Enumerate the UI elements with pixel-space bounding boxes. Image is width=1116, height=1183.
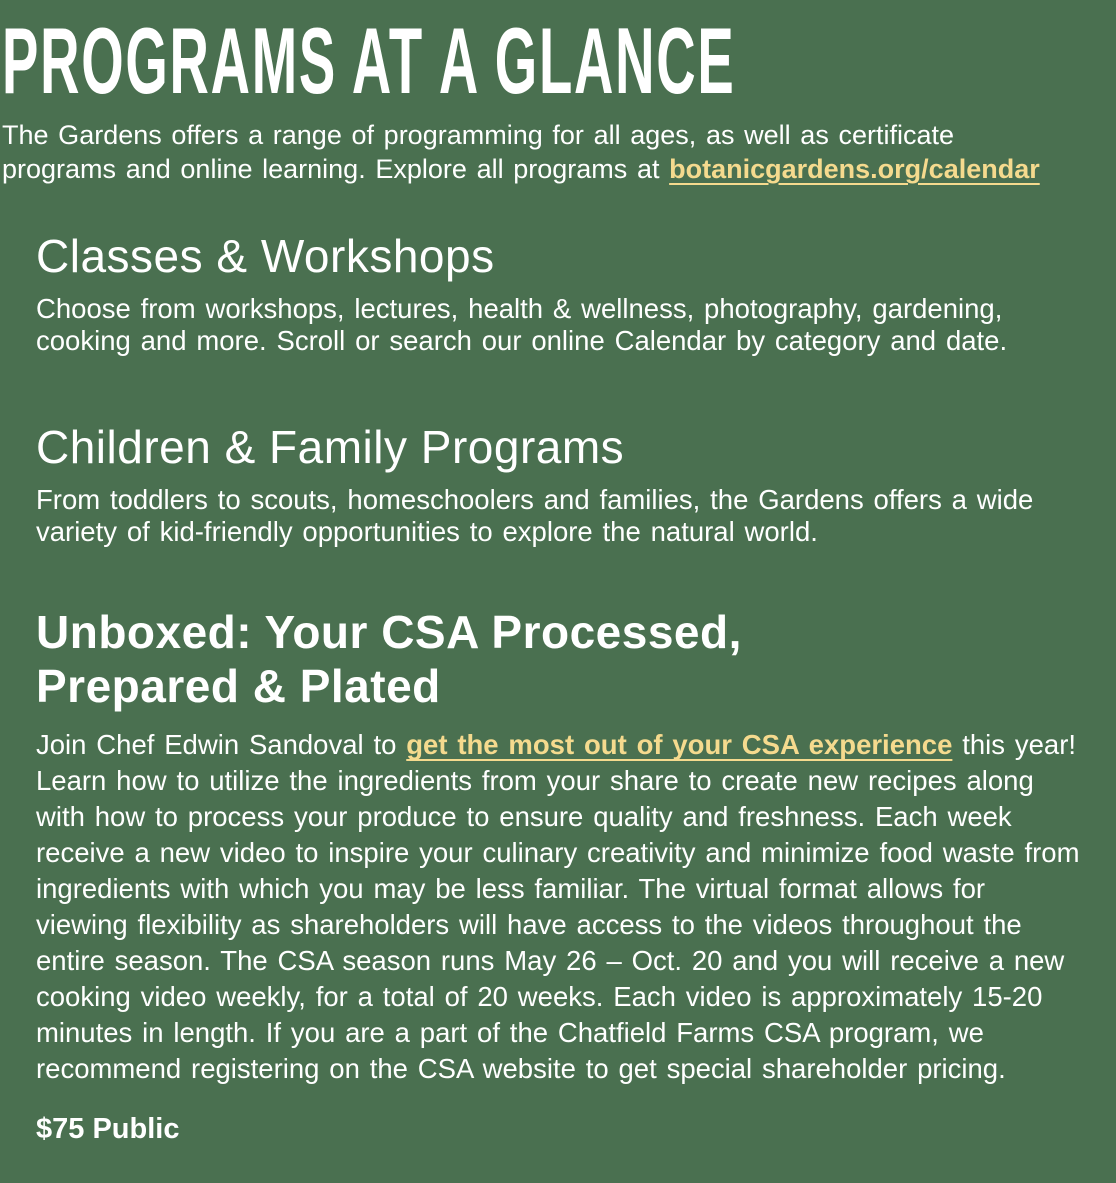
unboxed-csa-heading: Unboxed: Your CSA Processed, Prepared & Plated (36, 605, 742, 712)
unboxed-body-before: Join Chef Edwin Sandoval to (36, 729, 407, 761)
children-family-body: From toddlers to scouts, homeschoolers and families, the Gardens offers a wide variety of kid-friendly opportunities to explore the natural world. (36, 483, 1034, 547)
intro-line-1: The Gardens offers a range of programming for all ages, as well as certificate (2, 120, 955, 150)
section-unboxed-csa (36, 606, 1080, 1147)
intro-line-2: programs and online learning. Explore all programs at (2, 154, 670, 184)
children-family-heading: Children & Family Programs (36, 420, 625, 473)
page-title: PROGRAMS AT A GLANCE (2, 8, 736, 113)
section-classes-workshops (36, 230, 1080, 357)
csa-experience-link[interactable]: get the most out of your CSA experience (406, 729, 953, 761)
price-label: $75 Public (36, 1113, 180, 1146)
classes-workshops-heading: Classes & Workshops (36, 230, 495, 282)
unboxed-body-after: this year! Learn how to utilize the ingredients from your share to create new recipes along with how to process your produce to ensure quality and freshness. Each week receive a new video to inspire your culinary creativity and minimize food waste from ingredients with which you may be less familiar. The virtual format allows for viewing flexibility as shareholders will have access to the videos throughout the entire season. The CSA season runs May 26 – Oct. 20 and you will receive a new cooking video weekly, for a total of 20 weeks. Each video is approximately 15-20 minutes in length. If you are a part of the Chatfield Farms CSA program, we recommend registering on the CSA website to get special shareholder pricing. (36, 729, 1080, 1085)
calendar-link[interactable]: botanicgardens.org/calendar (669, 154, 1040, 184)
section-children-family (36, 421, 1080, 548)
intro-paragraph (2, 118, 1106, 186)
unboxed-csa-body (36, 727, 1080, 1087)
classes-workshops-body: Choose from workshops, lectures, health & wellness, photography, gardening, cooking and more. Scroll or search our online Calendar by category and date. (36, 292, 1008, 356)
